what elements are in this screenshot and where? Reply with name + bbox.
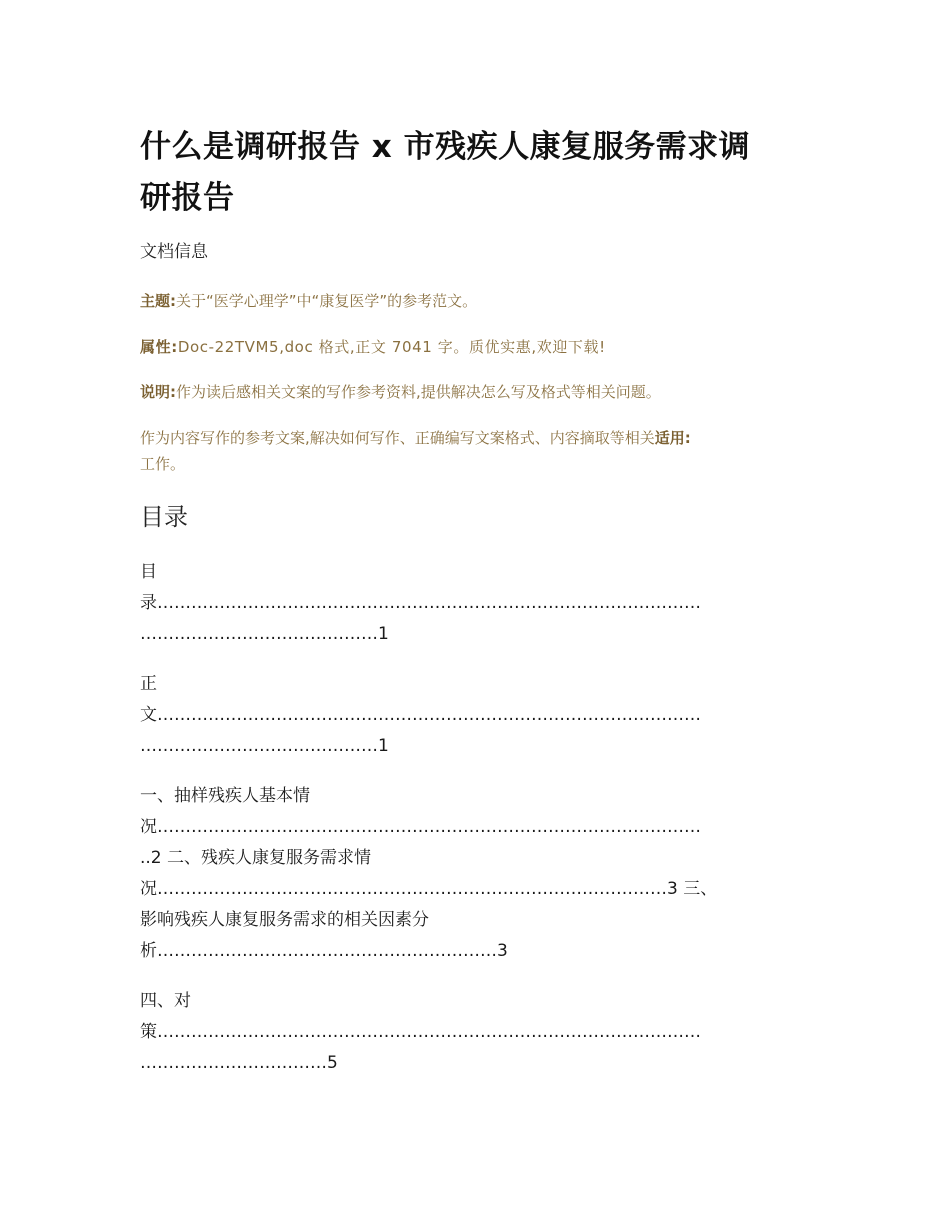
toc-heading: 目录	[140, 503, 188, 531]
toc-line: ..2 二、残疾人康复服务需求情	[140, 848, 372, 868]
document-title	[140, 122, 820, 224]
meta-description	[140, 379, 820, 405]
toc-line: 策……………………………………………………………………………………	[140, 1022, 701, 1042]
toc-line: 四、对	[140, 991, 191, 1011]
meta-desc-value: 作为读后感相关文案的写作参考资料,提供解决怎么写及格式等相关问题。	[176, 383, 661, 401]
toc-line: 影响残疾人康复服务需求的相关因素分	[140, 910, 429, 930]
toc-line: ……………………………5	[140, 1053, 338, 1073]
meta-usage	[140, 425, 820, 477]
meta-usage-label: 适用:	[654, 429, 691, 447]
doc-info-heading: 文档信息	[140, 242, 208, 262]
meta-attributes	[140, 334, 820, 360]
meta-desc-label: 说明:	[140, 383, 176, 401]
toc-line: ……………………………………1	[140, 624, 389, 644]
meta-attr-value: Doc-22TVM5,doc 格式,正文 7041 字。质优实惠,欢迎下载!	[177, 338, 606, 356]
meta-usage-prefix: 作为内容写作的参考文案,解决如何写作、正确编写文案格式、内容摘取等相关	[140, 429, 655, 447]
toc-line: 况………………………………………………………………………………3 三、	[140, 879, 718, 899]
toc-line: 目	[140, 562, 157, 582]
title-line-1: 什么是调研报告 x 市残疾人康复服务需求调	[140, 129, 751, 165]
title-line-2: 研报告	[140, 180, 235, 216]
toc-line: 一、抽样残疾人基本情	[140, 786, 310, 806]
meta-topic-value: 关于“医学心理学”中“康复医学”的参考范文。	[176, 292, 478, 310]
toc-line: 析……………………………………………………3	[140, 941, 508, 961]
meta-usage-value: 工作。	[140, 455, 186, 473]
meta-topic	[140, 288, 820, 314]
toc-line: 正	[140, 674, 157, 694]
toc-line: 文……………………………………………………………………………………	[140, 705, 701, 725]
toc-line: 录……………………………………………………………………………………	[140, 593, 701, 613]
toc-line: ……………………………………1	[140, 736, 389, 756]
meta-attr-label: 属性:	[140, 338, 178, 356]
toc-line: 况……………………………………………………………………………………	[140, 817, 701, 837]
meta-topic-label: 主题:	[140, 292, 176, 310]
